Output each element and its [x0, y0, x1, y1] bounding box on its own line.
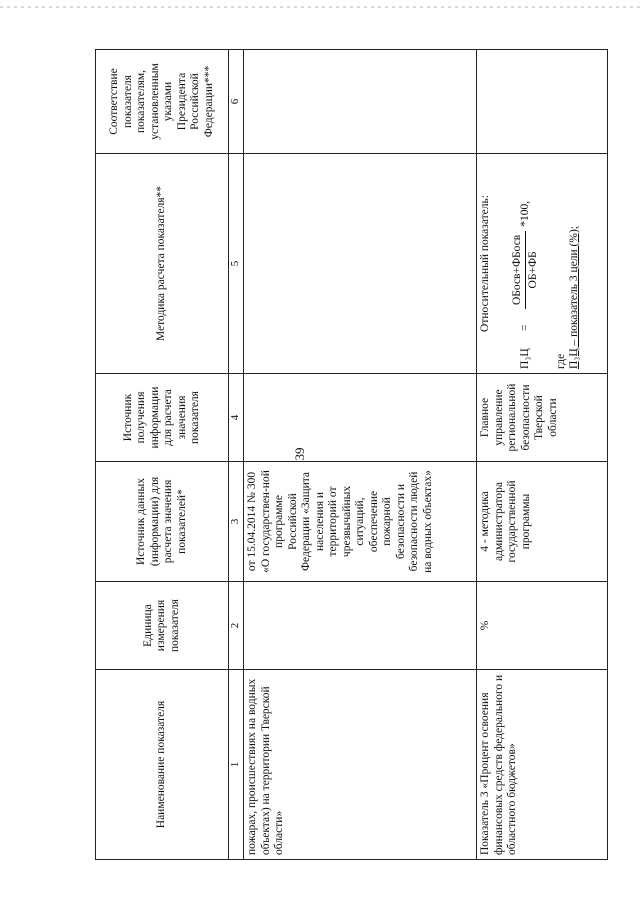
column-number: 3 [229, 462, 244, 582]
column-number: 5 [229, 154, 244, 374]
cell-unit [244, 582, 477, 670]
header-compliance: Соответствие показателя показателям, установленным указами Президента Российской Федерации*** [96, 50, 229, 154]
cell-indicator-name: Показатель 3 «Процент освоения финансовых средств федерального и областного бюджетов» [477, 670, 608, 860]
cell-info-source: Главное управление региональной безопасности Тверской области [477, 374, 608, 462]
cell-compliance [477, 50, 608, 154]
page-number: 39 [292, 447, 307, 461]
cell-data-source: 4 - методика администратора государственной программы [477, 462, 608, 582]
where-label: где [554, 353, 567, 369]
cell-info-source [244, 374, 477, 462]
cell-method [477, 154, 608, 374]
formula-multiplier: *100, [518, 200, 531, 227]
header-indicator-name: Наименование показателя [96, 670, 229, 860]
cell-data-source: от 15.04.2014 № 300 «О государствен-ной программе Российской Федерации «Защита населения и территорий от чрезвычайных ситуаций, обеспечение пожарной безопасности и безопасности людей на водных объектах» [244, 462, 477, 582]
header-unit: Единица измерения показателя [96, 582, 229, 670]
cell-method [244, 154, 477, 374]
table-row [244, 50, 477, 860]
formula-lhs: П₃Ц [518, 348, 531, 369]
column-number: 6 [229, 50, 244, 154]
scan-artifact-line [0, 6, 640, 8]
table-header-row [96, 50, 229, 860]
header-data-source: Источник данных (информации) для расчета значения показателей* [96, 462, 229, 582]
formula-numerator: ОБосв+ФБосв [511, 231, 527, 309]
header-info-source: Источник получения информации для расчета значения показателя [96, 374, 229, 462]
column-number-row [229, 50, 244, 860]
where-definition: П₃Ц – показатель 3 цели (%); [568, 226, 580, 369]
column-number: 4 [229, 374, 244, 462]
cell-indicator-name: пожарах, происшествиях на водных объектах) на территории Тверской области» [244, 670, 477, 860]
formula-denominator: ОБ+ФБ [527, 251, 539, 289]
formula-fraction [511, 231, 541, 309]
formula [511, 158, 541, 369]
cell-compliance [244, 50, 477, 154]
formula-equals: = [518, 324, 531, 331]
column-number: 2 [229, 582, 244, 670]
rotated-page [95, 50, 595, 860]
column-number: 1 [229, 670, 244, 860]
indicators-table [95, 49, 608, 860]
cell-unit: % [477, 582, 608, 670]
table-row [477, 50, 608, 860]
header-method: Методика расчета показателя** [96, 154, 229, 374]
method-title: Относительный показатель: [479, 195, 491, 332]
